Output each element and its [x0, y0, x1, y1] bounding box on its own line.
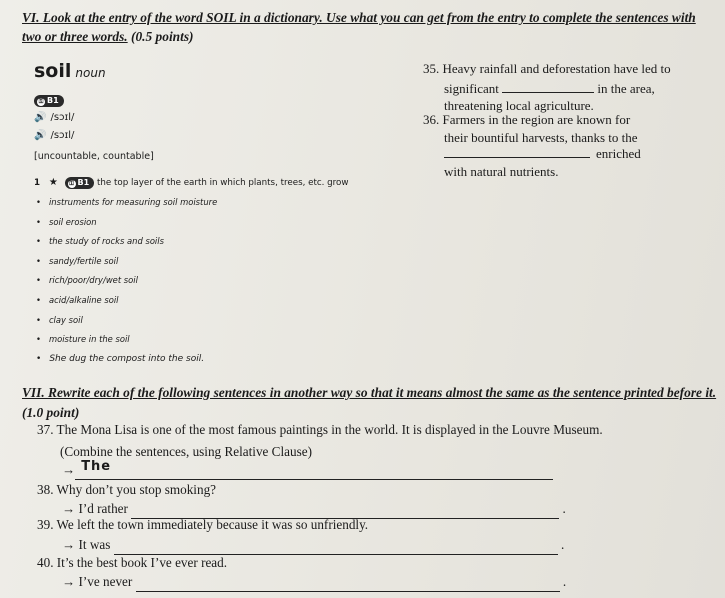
list-item: • sandy/fertile soil [36, 252, 217, 272]
list-item: • She dug the compost into the soil. [36, 350, 217, 370]
question-36-line4: with natural nutrients. [444, 164, 559, 179]
answer-line-38: → I’d rather . [62, 500, 566, 519]
answer-blank-35[interactable] [502, 92, 594, 93]
grammar-label: [uncountable, countable] [34, 151, 154, 162]
section-vii-instructions: VII. Rewrite each of the following sentences in another way so that it means almost the same as the sentence printed before it. (1.0 point) [22, 385, 717, 420]
sense-number: 1 [34, 178, 41, 188]
answer-blank-36[interactable] [444, 157, 590, 158]
question-35-line3: threatening local agriculture. [444, 98, 594, 113]
star-icon: ★ [48, 177, 58, 188]
handwritten-answer: The [81, 459, 112, 474]
cefr-level-badge: ⚿ B1 [65, 177, 95, 189]
key-icon: ⚿ [69, 180, 74, 187]
pronunciation-us: 🔊 /sɔɪl/ [34, 130, 75, 141]
question-39: 39. We left the town immediately because it was so unfriendly. [37, 517, 369, 532]
question-37-hint: (Combine the sentences, using Relative Clause) [60, 444, 312, 459]
question-35-line1: 35. Heavy rainfall and deforestation have led to [423, 61, 671, 76]
question-36-line1: 36. Farmers in the region are known for [423, 112, 631, 127]
arrow-icon: → [62, 537, 76, 552]
list-item: • the study of rocks and soils [36, 232, 217, 252]
example-list [36, 193, 217, 369]
list-item: • acid/alkaline soil [36, 291, 217, 311]
part-of-speech: noun [75, 66, 106, 80]
speaker-icon[interactable]: 🔊 [34, 112, 47, 123]
pronunciation-uk: 🔊 /sɔɪl/ [34, 112, 75, 123]
list-item: • soil erosion [36, 213, 217, 233]
list-item: • moisture in the soil [36, 330, 217, 350]
definition-text: the top layer of the earth in which plants, trees, etc. grow [96, 178, 349, 188]
question-37: 37. The Mona Lisa is one of the most famous paintings in the world. It is displayed in the Louvre Museum. [37, 422, 603, 437]
answer-blank-40[interactable] [136, 573, 560, 592]
question-35-line2: significant in the area, [444, 81, 655, 96]
arrow-icon: → [62, 462, 76, 477]
question-36-line3: enriched [444, 144, 641, 164]
key-icon: ⚿ [38, 98, 44, 105]
answer-line-37 [62, 461, 553, 480]
arrow-icon: → [62, 574, 76, 589]
speaker-icon[interactable]: 🔊 [34, 130, 47, 141]
section-vi-instructions: VI. Look at the entry of the word SOIL in a dictionary. Use what you can get from the entry to complete the sentences with two or three words. (0.5 points) [22, 10, 696, 44]
list-item: • clay soil [36, 311, 217, 331]
answer-line-40: → I’ve never . [62, 573, 566, 592]
list-item: • rich/poor/dry/wet soil [36, 271, 217, 291]
answer-blank-37[interactable] [75, 461, 553, 480]
list-item: • instruments for measuring soil moisture [36, 193, 217, 213]
question-36-line2: their bountiful harvests, thanks to the [444, 130, 638, 145]
sense-definition [34, 177, 348, 189]
cefr-level-badge: ⚿ B1 [34, 90, 64, 108]
answer-line-39: → It was . [62, 536, 564, 555]
question-38: 38. Why don’t you stop smoking? [37, 482, 217, 497]
arrow-icon: → [62, 501, 76, 516]
answer-blank-39[interactable] [114, 536, 558, 555]
dictionary-headword: soil noun [34, 60, 106, 82]
question-40: 40. It’s the best book I’ve ever read. [37, 555, 228, 570]
